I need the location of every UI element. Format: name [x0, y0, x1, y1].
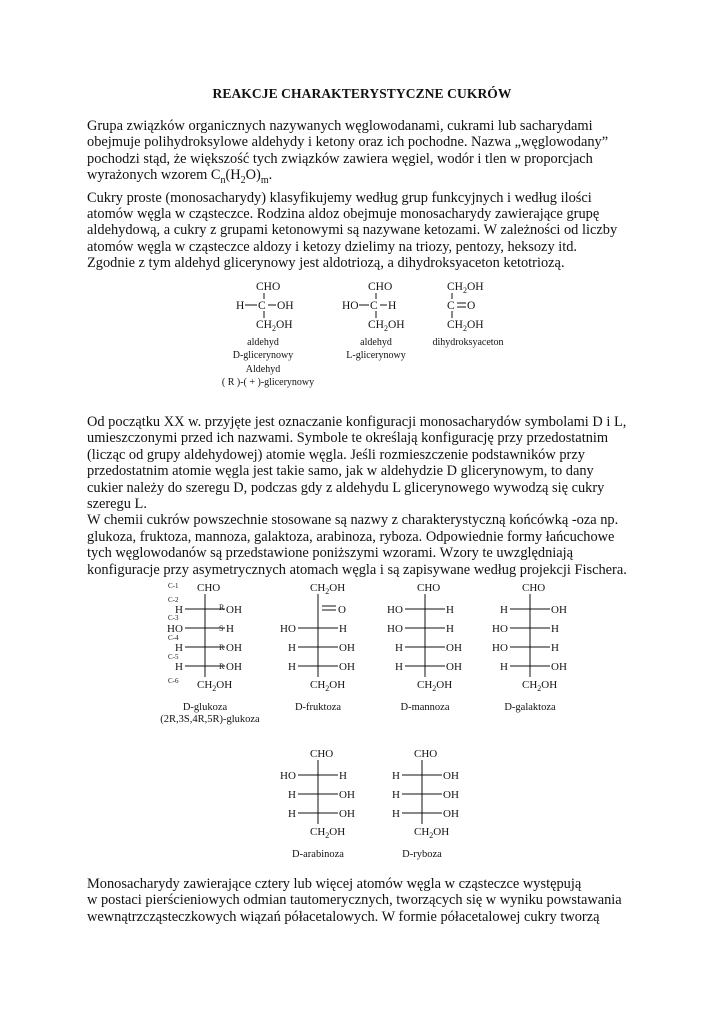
text-line: przedostatnim atomie węgla jest takie samo, jak w aldehydzie D glicerynowym, to dany — [87, 463, 594, 480]
formula-ho: HO — [342, 300, 359, 312]
closing-paragraph — [87, 876, 647, 925]
formula-text: OH — [339, 661, 355, 673]
formula-text: HO — [492, 642, 508, 654]
text-line: (licząc od grupy aldehydowej) atomie węgla. Jeśli rozmieszczenie podstawników przy — [87, 446, 585, 463]
formula-text: CHO — [310, 748, 334, 760]
formula-text: OH — [443, 808, 459, 820]
caption: aldehyd — [247, 337, 279, 348]
text-line: atomów węgla w cząsteczce aldozy i ketozy dzielimy na triozy, pentozy, heksozy itd. — [87, 238, 578, 255]
formula-c: C — [447, 300, 455, 312]
formula-text: HO — [492, 623, 508, 635]
text-line: pochodzi stąd, że większość tych związków zawiera węgiel, wodór i tlen w proporcjach — [87, 150, 593, 167]
formula-text: CHO — [197, 582, 221, 594]
formula-text: H — [392, 770, 400, 782]
sugar-name: D-galaktoza — [504, 702, 556, 713]
formula-ch2oh: $CH_2OH$ — [310, 679, 346, 693]
formula-text: CHO — [417, 582, 441, 594]
fischer-projections-figure — [150, 580, 600, 860]
formula-text: H — [288, 808, 296, 820]
sugar-name: D-ryboza — [402, 849, 442, 860]
formula-line: wyrażonych wzorem $C_n(H_2O)_m$. — [87, 167, 273, 187]
carbon-label: C-5 — [168, 653, 179, 661]
carbon-label: C-3 — [168, 614, 179, 622]
formula-ch2oh: $CH_2OH$ — [197, 679, 233, 693]
sugar-name: D-fruktoza — [294, 702, 342, 713]
formula-ch2oh: $CH_2OH$ — [414, 826, 450, 840]
formula-text: HO — [280, 623, 296, 635]
formula-cho: CHO — [256, 281, 281, 293]
formula-text: OH — [226, 661, 242, 673]
formula-text: HO — [280, 770, 296, 782]
formula-text: OH — [446, 642, 462, 654]
formula-text: CHO — [414, 748, 438, 760]
text-line: Zgodnie z tym aldehyd glicerynowy jest aldotriozą, a dihydroksyaceton ketotriozą. — [87, 255, 565, 272]
text-line: Monosacharydy zawierające cztery lub więcej atomów węgla w cząsteczce występują — [87, 876, 582, 892]
caption: D-glicerynowy — [232, 350, 294, 361]
formula-ch2oh: $CH_2OH$ — [417, 679, 453, 693]
formula-text: H — [446, 623, 454, 635]
caption: aldehyd — [360, 337, 392, 348]
formula-text: OH — [551, 604, 567, 616]
text-line: atomów węgla w cząsteczce. Rodzina aldoz obejmuje monosacharydy zawierające grupę — [87, 205, 600, 222]
formula-h: H — [236, 300, 245, 312]
formula-ch2oh: $CH_2OH$ — [310, 826, 346, 840]
stereo-label: R — [219, 603, 225, 612]
text-line: umieszczonymi przed ich nazwami. Symbole te określają konfigurację przy przedostatnim — [87, 430, 609, 447]
formula-text: O — [338, 604, 346, 616]
formula-text: OH — [443, 789, 459, 801]
text-line: tych węglowodanów są przedstawione poniższymi wzorami. Wzory te uwzględniają — [87, 545, 574, 562]
text-line: aldehydową, a cukry z grupami ketonowymi są nazywane ketozami. W zależności od liczby — [87, 222, 618, 239]
text-line: Cukry proste (monosacharydy) klasyfikujemy według grup funkcyjnych i według ilości — [87, 189, 592, 206]
text-line: w postaci pierścieniowych odmian tautomerycznych, tworzących się w wyniku powstawania — [87, 892, 622, 909]
formula-text: H — [500, 604, 508, 616]
formula-text: H — [551, 623, 559, 635]
formula-text: H — [175, 642, 183, 654]
text-line: Grupa związków organicznych nazywanych węglowodanami, cukrami lub sacharydami — [87, 118, 593, 134]
carbon-label: C-2 — [168, 596, 179, 604]
text-line: konfiguracje przy asymetrycznych atomach węgla i są zapisywane według projekcji Fischera. — [87, 561, 627, 578]
formula-h: H — [388, 300, 397, 312]
formula-ch2oh: $CH_2OH$ — [522, 679, 558, 693]
formula-text: H — [339, 623, 347, 635]
page-title: REAKCJE CHARAKTERYSTYCZNE CUKRÓW — [212, 86, 512, 101]
formula-text: HO — [387, 604, 403, 616]
sugar-name: D-glukoza — [182, 702, 228, 713]
formula-text: OH — [226, 642, 242, 654]
formula-text: OH — [339, 642, 355, 654]
text-line: glukoza, fruktoza, mannoza, galaktoza, arabinoza, ryboza. Odpowiednie formy łańcuchowe — [87, 528, 615, 545]
text-line: obejmuje polihydroksylowe aldehydy i ketony oraz ich pochodne. Nazwa „węglowodany” — [87, 134, 609, 151]
formula-text: H — [500, 661, 508, 673]
formula-text: OH — [339, 789, 355, 801]
text-line: Od początku XX w. przyjęte jest oznaczanie konfiguracji monosacharydów symbolami D i L, — [87, 414, 627, 430]
body-paragraph — [87, 414, 647, 578]
caption: dihydroksyaceton — [432, 337, 504, 348]
formula-oh: OH — [277, 300, 294, 312]
carbon-label: C-6 — [168, 677, 179, 685]
formula-ch2oh: $CH_2OH$ — [310, 582, 346, 596]
formula-text: OH — [226, 604, 242, 616]
formula-ch2oh: $CH_2OH$ — [447, 281, 484, 295]
stereo-label: R — [219, 662, 225, 671]
formula-text: CHO — [522, 582, 546, 594]
formula-text: H — [395, 661, 403, 673]
sugar-name: (2R,3S,4R,5R)-glukoza — [160, 714, 260, 725]
sugar-name: D-arabinoza — [292, 849, 344, 860]
formula-text: OH — [339, 808, 355, 820]
formula-text: H — [226, 623, 234, 635]
caption: L-glicerynowy — [346, 350, 406, 361]
formula-text: HO — [167, 623, 183, 635]
formula-ch2oh: $CH_2OH$ — [256, 319, 293, 333]
formula-o: O — [467, 300, 476, 312]
formula-c: C — [258, 300, 266, 312]
text-line: cukier należy do szeregu D, podczas gdy z aldehydu L glicerynowego wywodzą się cukry — [87, 479, 605, 496]
caption: ( R )-( + )-glicerynowy — [221, 377, 315, 388]
formula-ch2oh: $CH_2OH$ — [368, 319, 405, 333]
formula-text: H — [175, 661, 183, 673]
stereo-label: S — [219, 624, 224, 633]
formula-text: OH — [446, 661, 462, 673]
formula-cho: CHO — [368, 281, 393, 293]
caption: Aldehyd — [245, 364, 281, 375]
formula-text: H — [392, 789, 400, 801]
text-line: szeregu L. — [87, 496, 147, 513]
formula-c: C — [370, 300, 378, 312]
text-line: wewnątrzcząsteczkowych wiązań półacetalowych. W formie półacetalowej cukry tworzą — [87, 908, 600, 925]
formula-text: HO — [387, 623, 403, 635]
carbon-label: C-1 — [168, 582, 179, 590]
text-line: W chemii cukrów powszechnie stosowane są nazwy z charakterystyczną końcówką -oza np. — [87, 512, 619, 529]
formula-text: H — [446, 604, 454, 616]
formula-text: H — [395, 642, 403, 654]
stereo-label: R — [219, 643, 225, 652]
formula-text: H — [392, 808, 400, 820]
glyceraldehyde-figure — [210, 274, 530, 394]
formula-text: H — [175, 604, 183, 616]
formula-ch2oh: $CH_2OH$ — [447, 319, 484, 333]
carbon-label: C-4 — [168, 634, 179, 642]
formula-text: OH — [551, 661, 567, 673]
formula-text: H — [339, 770, 347, 782]
formula-text: OH — [443, 770, 459, 782]
sugar-name: D-mannoza — [400, 702, 450, 713]
formula-text: H — [288, 642, 296, 654]
formula-text: H — [288, 789, 296, 801]
intro-paragraph — [87, 118, 647, 272]
formula-text: H — [551, 642, 559, 654]
formula-text: H — [288, 661, 296, 673]
